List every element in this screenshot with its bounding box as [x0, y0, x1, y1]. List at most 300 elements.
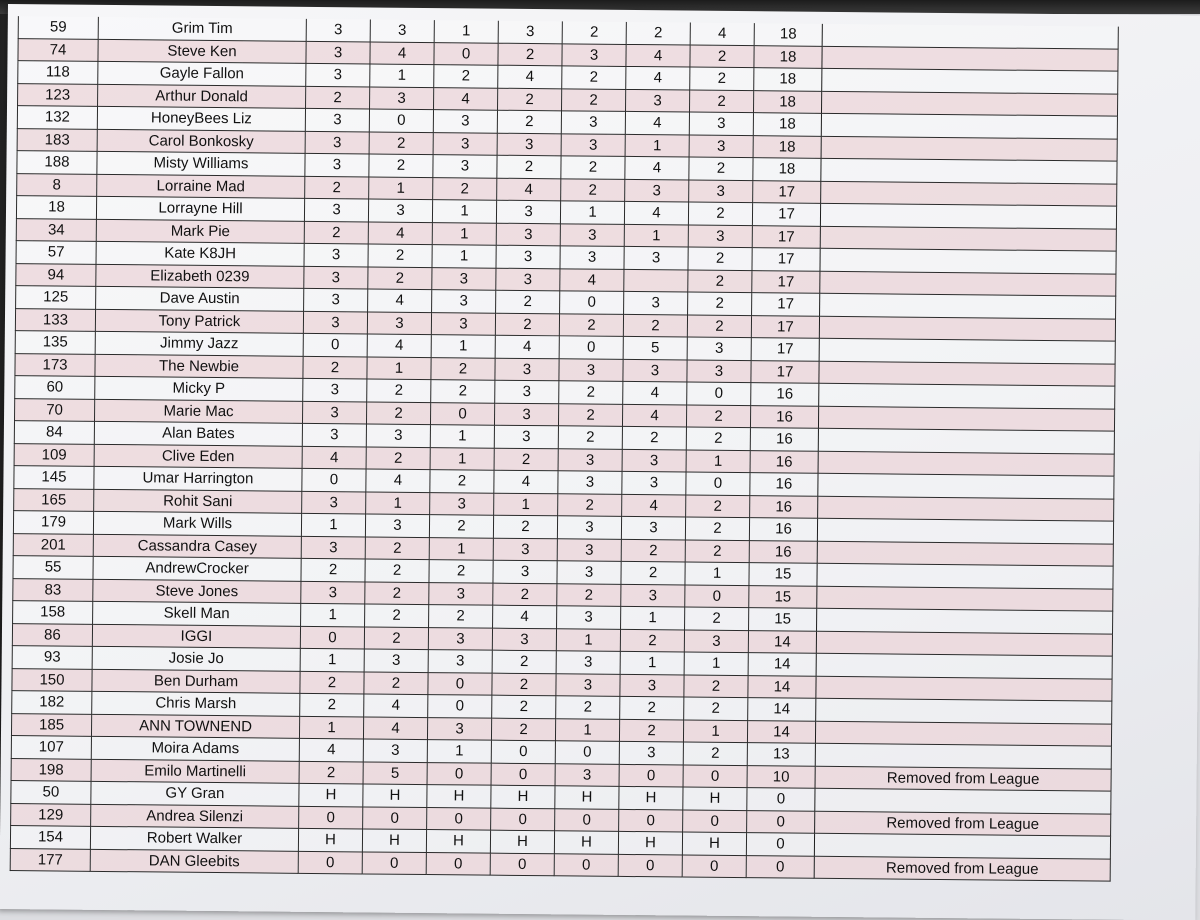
total-score-cell: 18 [754, 23, 822, 46]
round-score-cell: 1 [621, 606, 685, 629]
note-cell [815, 721, 1111, 746]
player-name-cell: Robert Walker [90, 826, 298, 850]
note-cell [822, 46, 1118, 71]
round-score-cell: 2 [431, 357, 495, 380]
round-score-cell: 2 [429, 515, 493, 538]
player-name-cell: Marie Mac [94, 399, 302, 423]
round-score-cell: 2 [300, 693, 364, 716]
round-score-cell: 2 [685, 607, 749, 630]
round-score-cell: 3 [493, 560, 557, 583]
player-id-cell: 8 [17, 173, 97, 196]
round-score-cell: 1 [556, 628, 620, 651]
round-score-cell: 3 [306, 19, 370, 42]
round-score-cell: 3 [301, 536, 365, 559]
note-cell [819, 361, 1115, 386]
round-score-cell: 3 [431, 312, 495, 335]
round-score-cell: 1 [432, 222, 496, 245]
round-score-cell: 3 [689, 135, 753, 158]
round-score-cell: 3 [689, 180, 753, 203]
player-name-cell: Elizabeth 0239 [96, 264, 304, 288]
note-cell [816, 653, 1112, 678]
player-id-cell: 50 [11, 781, 91, 804]
total-score-cell: 10 [747, 765, 815, 788]
total-score-cell: 14 [748, 698, 816, 721]
player-name-cell: Jimmy Jazz [95, 331, 303, 355]
player-name-cell: Moira Adams [91, 736, 299, 760]
round-score-cell: 3 [556, 673, 620, 696]
round-score-cell: 2 [689, 90, 753, 113]
player-id-cell: 158 [13, 601, 93, 624]
round-score-cell: 3 [429, 582, 493, 605]
round-score-cell: 2 [683, 742, 747, 765]
total-score-cell: 17 [751, 338, 819, 361]
round-score-cell: 3 [621, 516, 685, 539]
round-score-cell: 1 [624, 224, 688, 247]
round-score-cell: 3 [368, 199, 432, 222]
round-score-cell: 2 [562, 66, 626, 89]
round-score-cell: 0 [559, 336, 623, 359]
round-score-cell: 2 [369, 154, 433, 177]
round-score-cell: 3 [305, 153, 369, 176]
round-score-cell: 0 [619, 764, 683, 787]
player-id-cell: 107 [11, 736, 91, 759]
note-cell [815, 743, 1111, 768]
round-score-cell: 4 [494, 470, 558, 493]
player-name-cell: IGGI [92, 624, 300, 648]
round-score-cell: 0 [426, 852, 490, 875]
round-score-cell: 0 [303, 333, 367, 356]
round-score-cell: 0 [298, 851, 362, 874]
round-score-cell: 2 [562, 21, 626, 44]
round-score-cell: 3 [303, 378, 367, 401]
round-score-cell: 2 [686, 495, 750, 518]
round-score-cell: 5 [363, 761, 427, 784]
round-score-cell: 2 [365, 536, 429, 559]
round-score-cell: 5 [623, 336, 687, 359]
player-name-cell: Micky P [95, 376, 303, 400]
round-score-cell: 3 [560, 223, 624, 246]
player-name-cell: Emilo Martinelli [91, 759, 299, 783]
round-score-cell: 2 [557, 583, 621, 606]
round-score-cell: 3 [303, 311, 367, 334]
total-score-cell: 17 [753, 180, 821, 203]
player-name-cell: Gayle Fallon [98, 61, 306, 85]
round-score-cell [624, 269, 688, 292]
note-cell [821, 113, 1117, 138]
round-score-cell: 4 [366, 469, 430, 492]
player-id-cell: 59 [18, 16, 98, 39]
player-id-cell: 94 [16, 263, 96, 286]
round-score-cell: H [490, 830, 554, 853]
round-score-cell: 1 [366, 491, 430, 514]
player-name-cell: HoneyBees Liz [97, 106, 305, 130]
round-score-cell: 3 [304, 288, 368, 311]
round-score-cell: 2 [687, 315, 751, 338]
round-score-cell: 3 [496, 200, 560, 223]
note-cell [820, 271, 1116, 296]
total-score-cell: 16 [750, 428, 818, 451]
round-score-cell: 3 [562, 43, 626, 66]
round-score-cell: 4 [560, 268, 624, 291]
total-score-cell: 0 [746, 855, 814, 878]
round-score-cell: 3 [621, 584, 685, 607]
player-name-cell: DAN Gleebits [90, 849, 298, 873]
round-score-cell: 2 [688, 247, 752, 270]
round-score-cell: 2 [430, 470, 494, 493]
note-cell [816, 698, 1112, 723]
player-name-cell: Rohit Sani [94, 489, 302, 513]
round-score-cell: 0 [683, 765, 747, 788]
round-score-cell: 3 [494, 425, 558, 448]
round-score-cell: 2 [365, 559, 429, 582]
round-score-cell: 3 [620, 674, 684, 697]
round-score-cell: 2 [494, 448, 558, 471]
round-score-cell: 0 [687, 382, 751, 405]
player-name-cell: Umar Harrington [94, 466, 302, 490]
total-score-cell: 15 [749, 608, 817, 631]
round-score-cell: 1 [300, 648, 364, 671]
round-score-cell: H [618, 831, 682, 854]
round-score-cell: 1 [430, 447, 494, 470]
round-score-cell: 3 [432, 290, 496, 313]
total-score-cell: 17 [752, 248, 820, 271]
round-score-cell: 0 [554, 853, 618, 876]
round-score-cell: 1 [684, 652, 748, 675]
player-id-cell: 132 [17, 106, 97, 129]
round-score-cell: 3 [689, 112, 753, 135]
round-score-cell: 2 [690, 67, 754, 90]
round-score-cell: 3 [433, 155, 497, 178]
round-score-cell: 2 [620, 696, 684, 719]
round-score-cell: 4 [622, 404, 686, 427]
round-score-cell: 1 [429, 537, 493, 560]
round-score-cell: 4 [625, 111, 689, 134]
player-id-cell: 125 [16, 286, 96, 309]
round-score-cell: 1 [434, 20, 498, 43]
round-score-cell: 1 [555, 718, 619, 741]
round-score-cell: 0 [491, 808, 555, 831]
total-score-cell: 18 [753, 158, 821, 181]
round-score-cell: 4 [498, 65, 562, 88]
round-score-cell: 3 [619, 741, 683, 764]
round-score-cell: 2 [431, 380, 495, 403]
total-score-cell: 17 [751, 360, 819, 383]
round-score-cell: 3 [687, 337, 751, 360]
round-score-cell: 4 [624, 201, 688, 224]
player-name-cell: Arthur Donald [98, 84, 306, 108]
note-cell [821, 181, 1117, 206]
round-score-cell: 1 [560, 201, 624, 224]
round-score-cell: 3 [302, 491, 366, 514]
round-score-cell: 1 [299, 716, 363, 739]
total-score-cell: 0 [747, 788, 815, 811]
round-score-cell: 2 [429, 605, 493, 628]
player-id-cell: 150 [12, 668, 92, 691]
round-score-cell: 0 [427, 807, 491, 830]
total-score-cell: 16 [749, 540, 817, 563]
player-name-cell: Ben Durham [92, 669, 300, 693]
round-score-cell: 2 [621, 539, 685, 562]
total-score-cell: 18 [753, 135, 821, 158]
player-id-cell: 57 [16, 241, 96, 264]
round-score-cell: 2 [623, 314, 687, 337]
total-score-cell: 14 [748, 675, 816, 698]
round-score-cell: 2 [558, 403, 622, 426]
round-score-cell: 3 [304, 266, 368, 289]
player-name-cell: AndrewCrocker [93, 556, 301, 580]
round-score-cell: 4 [368, 221, 432, 244]
round-score-cell: 3 [302, 401, 366, 424]
round-score-cell: 2 [558, 493, 622, 516]
round-score-cell: 2 [498, 43, 562, 66]
player-name-cell: Steve Jones [93, 579, 301, 603]
round-score-cell: 4 [367, 334, 431, 357]
round-score-cell: H [362, 829, 426, 852]
note-cell [816, 676, 1112, 701]
note-cell [821, 158, 1117, 183]
round-score-cell: H [619, 786, 683, 809]
round-score-cell: 2 [491, 718, 555, 741]
round-score-cell: 1 [686, 450, 750, 473]
round-score-cell: 0 [363, 806, 427, 829]
total-score-cell: 0 [746, 833, 814, 856]
round-score-cell: H [299, 783, 363, 806]
total-score-cell: 14 [748, 653, 816, 676]
player-id-cell: 179 [13, 511, 93, 534]
player-id-cell: 154 [10, 826, 90, 849]
round-score-cell: 0 [369, 109, 433, 132]
round-score-cell: 2 [305, 176, 369, 199]
round-score-cell: 0 [490, 853, 554, 876]
round-score-cell: 0 [685, 585, 749, 608]
player-name-cell: Alan Bates [94, 421, 302, 445]
round-score-cell: 2 [364, 671, 428, 694]
round-score-cell: 1 [369, 176, 433, 199]
round-score-cell: 2 [366, 401, 430, 424]
player-id-cell: 70 [15, 398, 95, 421]
round-score-cell: 3 [556, 651, 620, 674]
note-cell [820, 248, 1116, 273]
note-cell: Removed from League [814, 856, 1110, 881]
round-score-cell: 1 [625, 134, 689, 157]
player-id-cell: 123 [18, 83, 98, 106]
round-score-cell: 3 [557, 516, 621, 539]
round-score-cell: 0 [434, 42, 498, 65]
round-score-cell: 3 [367, 311, 431, 334]
total-score-cell: 17 [752, 225, 820, 248]
total-score-cell: 16 [750, 495, 818, 518]
total-score-cell: 18 [754, 45, 822, 68]
round-score-cell: 3 [624, 291, 688, 314]
round-score-cell: 4 [493, 605, 557, 628]
paper-sheet [0, 4, 1200, 920]
round-score-cell: 2 [558, 426, 622, 449]
round-score-cell: 0 [555, 808, 619, 831]
round-score-cell: 4 [622, 494, 686, 517]
round-score-cell: 3 [433, 110, 497, 133]
total-score-cell: 16 [750, 450, 818, 473]
player-id-cell: 183 [17, 128, 97, 151]
round-score-cell: 3 [494, 403, 558, 426]
round-score-cell: 3 [428, 627, 492, 650]
round-score-cell: 2 [366, 446, 430, 469]
round-score-cell: 3 [557, 538, 621, 561]
round-score-cell: 0 [362, 851, 426, 874]
round-score-cell: 1 [683, 720, 747, 743]
player-id-cell: 145 [14, 466, 94, 489]
player-id-cell: 177 [10, 848, 90, 871]
round-score-cell: 4 [370, 41, 434, 64]
player-id-cell: 83 [13, 578, 93, 601]
player-id-cell: 84 [14, 421, 94, 444]
player-name-cell: Dave Austin [96, 286, 304, 310]
round-score-cell: 2 [688, 270, 752, 293]
note-cell [820, 203, 1116, 228]
round-score-cell: H [682, 832, 746, 855]
player-name-cell: Lorraine Mad [97, 174, 305, 198]
round-score-cell: 4 [299, 738, 363, 761]
round-score-cell: 2 [561, 156, 625, 179]
round-score-cell: 0 [560, 291, 624, 314]
round-score-cell: 3 [301, 581, 365, 604]
round-score-cell: 3 [306, 63, 370, 86]
player-name-cell: Lorrayne Hill [96, 196, 304, 220]
round-score-cell: 3 [430, 492, 494, 515]
note-cell [822, 24, 1118, 49]
player-id-cell: 185 [11, 713, 91, 736]
round-score-cell: 2 [626, 22, 690, 45]
round-score-cell: 3 [497, 133, 561, 156]
round-score-cell: 1 [367, 356, 431, 379]
round-score-cell: H [491, 785, 555, 808]
player-id-cell: 198 [11, 758, 91, 781]
round-score-cell: 2 [365, 604, 429, 627]
round-score-cell: 3 [558, 471, 622, 494]
total-score-cell: 18 [753, 90, 821, 113]
round-score-cell: 3 [561, 111, 625, 134]
player-name-cell: Carol Bonkosky [97, 129, 305, 153]
player-id-cell: 165 [14, 488, 94, 511]
round-score-cell: 2 [364, 626, 428, 649]
player-id-cell: 133 [15, 308, 95, 331]
round-score-cell: 2 [622, 426, 686, 449]
round-score-cell: 2 [434, 65, 498, 88]
player-id-cell: 182 [12, 691, 92, 714]
player-id-cell: 74 [18, 38, 98, 61]
round-score-cell: 3 [687, 360, 751, 383]
round-score-cell: 2 [299, 761, 363, 784]
total-score-cell: 16 [750, 473, 818, 496]
player-name-cell: The Newbie [95, 354, 303, 378]
round-score-cell: 2 [492, 650, 556, 673]
round-score-cell: 4 [495, 335, 559, 358]
note-cell: Removed from League [815, 811, 1111, 836]
round-score-cell: 4 [626, 66, 690, 89]
note-cell [819, 383, 1115, 408]
player-name-cell: Mark Pie [96, 219, 304, 243]
player-id-cell: 93 [12, 646, 92, 669]
round-score-cell: 0 [300, 626, 364, 649]
round-score-cell: 2 [498, 88, 562, 111]
round-score-cell: 1 [431, 335, 495, 358]
player-name-cell: Chris Marsh [92, 691, 300, 715]
round-score-cell: 4 [363, 716, 427, 739]
round-score-cell: 2 [556, 696, 620, 719]
note-cell [817, 541, 1113, 566]
player-name-cell: Andrea Silenzi [91, 804, 299, 828]
note-cell [818, 473, 1114, 498]
player-id-cell: 135 [15, 331, 95, 354]
note-cell [821, 91, 1117, 116]
round-score-cell: 1 [620, 651, 684, 674]
note-cell [815, 788, 1111, 813]
round-score-cell: 0 [683, 810, 747, 833]
round-score-cell: 3 [496, 223, 560, 246]
note-cell [816, 631, 1112, 656]
round-score-cell: 2 [621, 561, 685, 584]
round-score-cell: 1 [301, 603, 365, 626]
round-score-cell: 4 [302, 446, 366, 469]
round-score-cell: 3 [496, 268, 560, 291]
round-score-cell: 0 [491, 763, 555, 786]
round-score-cell: 3 [495, 358, 559, 381]
round-score-cell: 2 [433, 177, 497, 200]
note-cell [821, 136, 1117, 161]
note-cell [817, 586, 1113, 611]
round-score-cell: 0 [428, 672, 492, 695]
total-score-cell: 17 [752, 270, 820, 293]
round-score-cell: 3 [364, 649, 428, 672]
round-score-cell: 1 [301, 513, 365, 536]
player-id-cell: 201 [13, 533, 93, 556]
total-score-cell: 18 [753, 113, 821, 136]
round-score-cell: 4 [368, 289, 432, 312]
player-id-cell: 109 [14, 443, 94, 466]
total-score-cell: 13 [747, 743, 815, 766]
round-score-cell: 2 [365, 581, 429, 604]
note-cell [820, 226, 1116, 251]
round-score-cell: 3 [370, 19, 434, 42]
round-score-cell: 3 [306, 41, 370, 64]
note-cell [814, 833, 1110, 858]
round-score-cell: 2 [620, 629, 684, 652]
round-score-cell: 3 [365, 514, 429, 537]
round-score-cell: 2 [495, 313, 559, 336]
player-id-cell: 188 [17, 151, 97, 174]
round-score-cell: 3 [622, 471, 686, 494]
round-score-cell: 3 [561, 133, 625, 156]
round-score-cell: 2 [492, 695, 556, 718]
round-score-cell: 2 [684, 697, 748, 720]
note-cell [822, 68, 1118, 93]
player-name-cell: Steve Ken [98, 39, 306, 63]
player-name-cell: GY Gran [91, 781, 299, 805]
note-cell [818, 496, 1114, 521]
round-score-cell: 3 [363, 739, 427, 762]
round-score-cell: 3 [427, 717, 491, 740]
round-score-cell: 3 [366, 424, 430, 447]
league-table-body [10, 16, 1118, 881]
note-cell [820, 293, 1116, 318]
player-id-cell: 34 [16, 218, 96, 241]
player-name-cell: Josie Jo [92, 646, 300, 670]
round-score-cell: 3 [498, 21, 562, 44]
round-score-cell: 3 [496, 245, 560, 268]
note-cell: Removed from League [815, 766, 1111, 791]
total-score-cell: 18 [754, 68, 822, 91]
player-id-cell: 129 [11, 803, 91, 826]
note-cell [818, 406, 1114, 431]
